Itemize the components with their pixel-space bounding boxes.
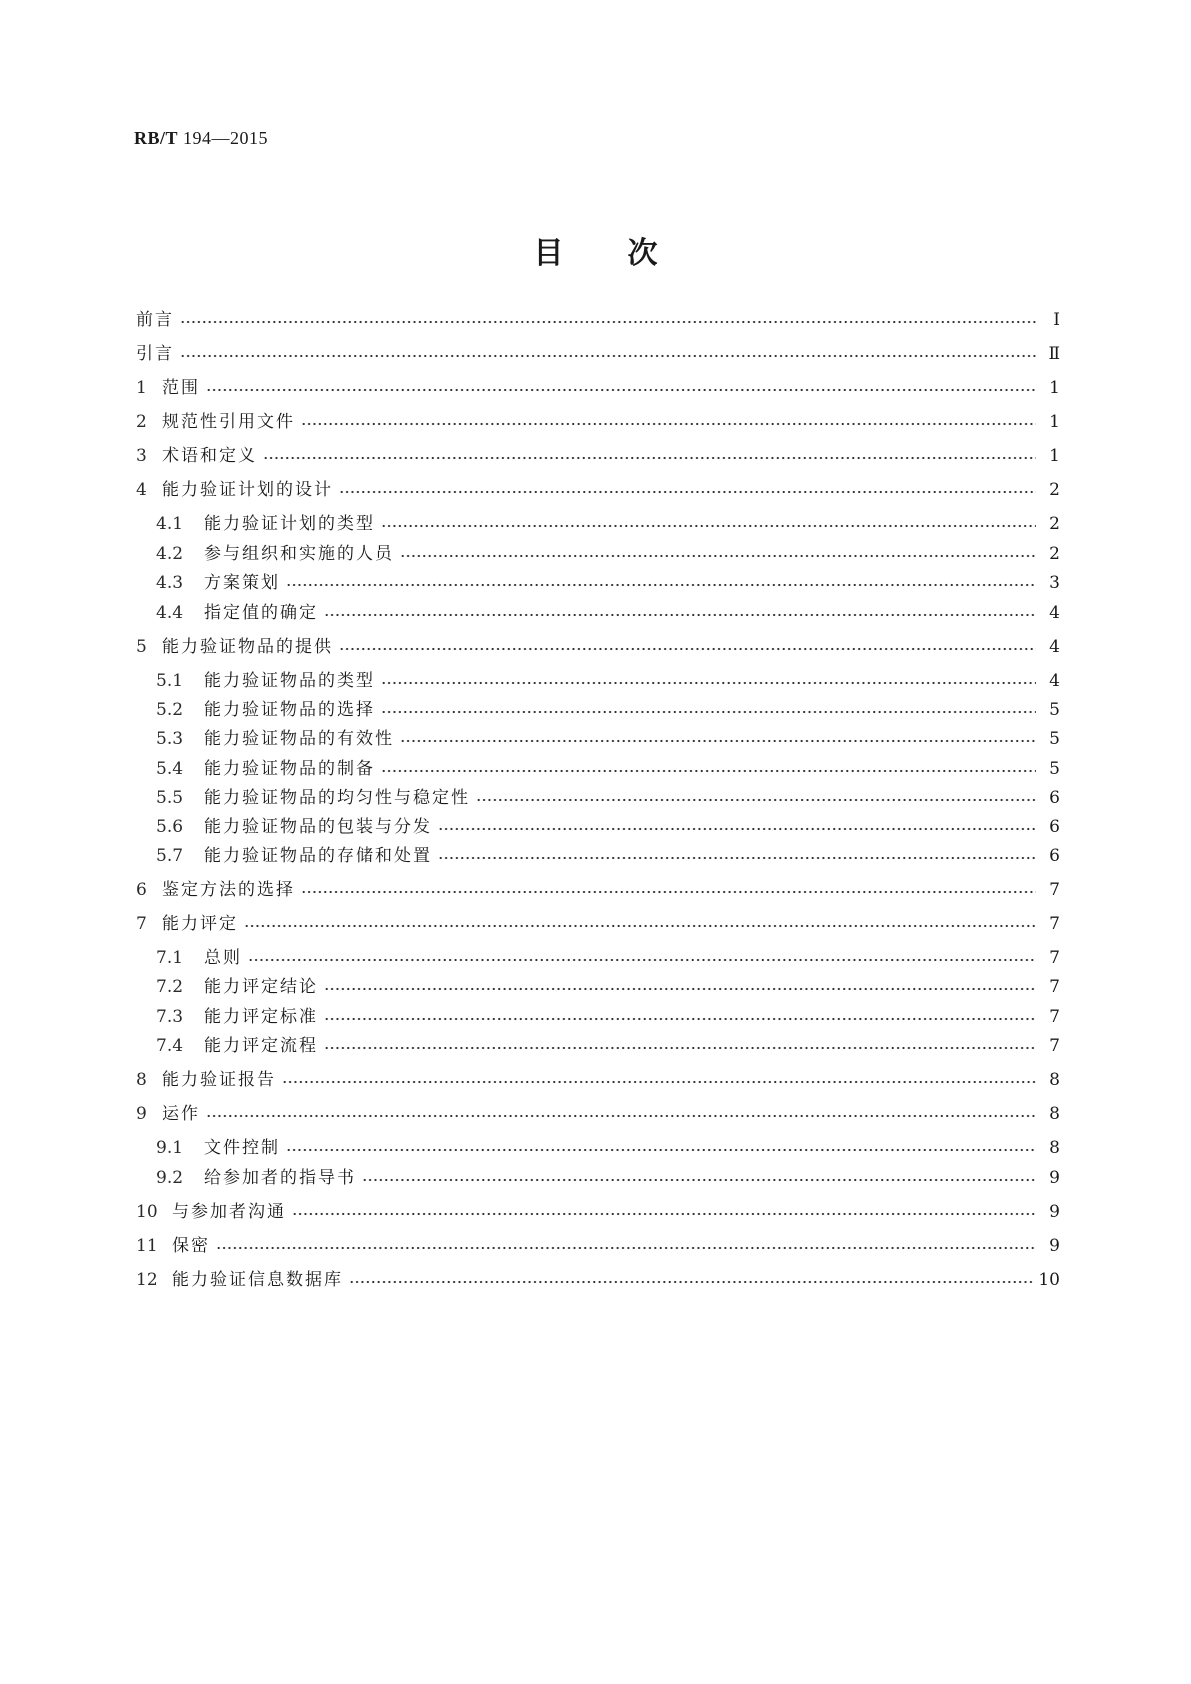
toc-dot-leader [400, 738, 1036, 744]
toc-entry-number: 5.5 [156, 788, 184, 808]
toc-entry-title: 能力验证报告 [162, 1070, 276, 1090]
toc-dot-leader [476, 797, 1036, 803]
toc-entry[interactable] [136, 304, 1060, 330]
toc-dot-leader [438, 826, 1036, 832]
toc-dot-leader [349, 1279, 1034, 1285]
toc-dot-leader [339, 646, 1036, 652]
toc-entry-title: 能力验证物品的提供 [162, 637, 333, 657]
toc-entry-title: 能力验证物品的制备 [204, 759, 375, 779]
toc-dot-leader [400, 553, 1036, 559]
toc-entry-title: 规范性引用文件 [162, 412, 295, 432]
document-code-number: 194—2015 [178, 128, 269, 148]
toc-entry-page: 1 [1049, 378, 1060, 398]
toc-entry-title: 范围 [162, 378, 200, 398]
toc-entry-page: 7 [1049, 977, 1060, 997]
toc-entry-page: 1 [1049, 412, 1060, 432]
toc-entry-title: 术语和定义 [162, 446, 257, 466]
toc-dot-leader [248, 957, 1036, 963]
toc-entry-number: 5.1 [156, 671, 184, 691]
toc-entry-number: 6 [136, 880, 147, 900]
toc-entry-page: 4 [1049, 603, 1060, 623]
toc-entry-page: 8 [1049, 1138, 1060, 1158]
toc-entry[interactable] [136, 840, 1060, 866]
toc-entry-title: 总则 [204, 948, 242, 968]
toc-entry-title: 保密 [172, 1236, 210, 1256]
toc-dot-leader [324, 612, 1036, 618]
toc-entry[interactable] [136, 372, 1060, 398]
toc-entry[interactable] [136, 338, 1060, 364]
toc-entry[interactable] [136, 908, 1060, 934]
toc-entry-page: 7 [1049, 948, 1060, 968]
toc-dot-leader [180, 353, 1036, 359]
toc-entry-title: 鉴定方法的选择 [162, 880, 295, 900]
toc-entry-page: Ⅱ [1048, 344, 1060, 364]
toc-entry[interactable] [136, 631, 1060, 657]
toc-entry-number: 4.1 [156, 514, 184, 534]
page-title: 目次 [533, 236, 722, 271]
toc-dot-leader [292, 1211, 1036, 1217]
toc-dot-leader [381, 523, 1036, 529]
toc-entry[interactable] [136, 1196, 1060, 1222]
toc-entry-number: 9 [136, 1104, 147, 1124]
toc-entry[interactable] [136, 874, 1060, 900]
toc-entry[interactable] [136, 971, 1060, 997]
toc-entry-title: 能力评定结论 [204, 977, 318, 997]
toc-entry[interactable] [136, 942, 1060, 968]
toc-dot-leader [206, 387, 1036, 393]
toc-entry-page: 9 [1049, 1236, 1060, 1256]
toc-dot-leader [301, 889, 1036, 895]
toc-entry[interactable] [136, 1030, 1060, 1056]
toc-entry[interactable] [136, 1230, 1060, 1256]
toc-dot-leader [324, 1016, 1036, 1022]
toc-dot-leader [286, 1147, 1036, 1153]
toc-entry-page: 5 [1049, 700, 1060, 720]
toc-entry[interactable] [136, 538, 1060, 564]
toc-dot-leader [244, 923, 1036, 929]
toc-entry-number: 1 [136, 378, 147, 398]
toc-dot-leader [381, 680, 1036, 686]
toc-dot-leader [282, 1079, 1036, 1085]
toc-dot-leader [362, 1177, 1036, 1183]
toc-entry-page: 8 [1049, 1104, 1060, 1124]
toc-entry[interactable] [136, 811, 1060, 837]
toc-entry-number: 4.3 [156, 573, 184, 593]
toc-entry-number: 4.4 [156, 603, 184, 623]
toc-entry-title: 能力验证物品的存储和处置 [204, 846, 432, 866]
toc-entry-number: 10 [136, 1202, 158, 1222]
toc-entry-title: 能力验证物品的有效性 [204, 729, 394, 749]
toc-dot-leader [324, 986, 1036, 992]
toc-entry[interactable] [136, 1132, 1060, 1158]
toc-entry-number: 7.1 [156, 948, 184, 968]
toc-entry-number: 8 [136, 1070, 147, 1090]
toc-entry[interactable] [136, 1064, 1060, 1090]
toc-entry-number: 2 [136, 412, 147, 432]
toc-dot-leader [339, 489, 1036, 495]
toc-entry-title: 引言 [136, 344, 174, 364]
toc-entry-page: 6 [1049, 788, 1060, 808]
toc-dot-leader [216, 1245, 1036, 1251]
toc-entry-page: 1 [1049, 446, 1060, 466]
toc-dot-leader [438, 855, 1036, 861]
toc-entry-title: 能力验证物品的选择 [204, 700, 375, 720]
toc-entry-number: 11 [136, 1236, 158, 1256]
toc-entry[interactable] [136, 1001, 1060, 1027]
toc-entry-number: 7.4 [156, 1036, 184, 1056]
toc-entry-page: 4 [1049, 671, 1060, 691]
toc-entry-number: 12 [136, 1270, 158, 1290]
toc-dot-leader [286, 582, 1036, 588]
toc-entry-number: 5.4 [156, 759, 184, 779]
toc-entry-number: 7.3 [156, 1007, 184, 1027]
toc-entry[interactable] [136, 694, 1060, 720]
document-code-prefix: RB/T [134, 128, 179, 148]
toc-entry-page: Ⅰ [1053, 310, 1060, 330]
toc-entry-number: 5.6 [156, 817, 184, 837]
toc-entry[interactable] [136, 567, 1060, 593]
toc-dot-leader [381, 768, 1036, 774]
toc-entry[interactable] [136, 508, 1060, 534]
toc-entry-title: 前言 [136, 310, 174, 330]
toc-entry[interactable] [136, 1162, 1060, 1188]
toc-dot-leader [263, 455, 1036, 461]
toc-entry[interactable] [136, 597, 1060, 623]
toc-entry[interactable] [136, 1098, 1060, 1124]
table-of-contents [136, 0, 1060, 1684]
toc-entry-number: 5.2 [156, 700, 184, 720]
toc-entry-page: 7 [1049, 914, 1060, 934]
toc-entry-page: 3 [1049, 573, 1060, 593]
toc-entry[interactable] [136, 440, 1060, 466]
toc-entry-number: 4 [136, 480, 147, 500]
toc-entry[interactable] [136, 723, 1060, 749]
toc-entry-page: 6 [1049, 846, 1060, 866]
toc-entry-title: 给参加者的指导书 [204, 1168, 356, 1188]
toc-entry-page: 6 [1049, 817, 1060, 837]
toc-entry[interactable] [136, 1264, 1060, 1290]
toc-dot-leader [381, 709, 1036, 715]
toc-entry-title: 能力评定 [162, 914, 238, 934]
toc-entry-title: 参与组织和实施的人员 [204, 544, 394, 564]
toc-entry-page: 7 [1049, 1036, 1060, 1056]
toc-entry-number: 9.1 [156, 1138, 184, 1158]
toc-entry-page: 9 [1049, 1202, 1060, 1222]
toc-entry-title: 能力验证计划的类型 [204, 514, 375, 534]
toc-entry-number: 4.2 [156, 544, 184, 564]
toc-entry-title: 能力验证物品的类型 [204, 671, 375, 691]
toc-entry-title: 指定值的确定 [204, 603, 318, 623]
toc-entry-number: 7.2 [156, 977, 184, 997]
toc-dot-leader [180, 319, 1036, 325]
toc-entry-title: 能力评定流程 [204, 1036, 318, 1056]
toc-entry-page: 2 [1049, 514, 1060, 534]
toc-entry-page: 9 [1049, 1168, 1060, 1188]
toc-entry-number: 5.3 [156, 729, 184, 749]
toc-entry-title: 能力验证信息数据库 [172, 1270, 343, 1290]
toc-entry[interactable] [136, 406, 1060, 432]
toc-entry-number: 7 [136, 914, 147, 934]
toc-entry-number: 9.2 [156, 1168, 184, 1188]
toc-entry-title: 方案策划 [204, 573, 280, 593]
toc-entry-page: 5 [1049, 729, 1060, 749]
toc-entry-number: 3 [136, 446, 147, 466]
toc-entry-title: 能力评定标准 [204, 1007, 318, 1027]
toc-entry[interactable] [136, 665, 1060, 691]
toc-entry-page: 4 [1049, 637, 1060, 657]
toc-entry-page: 2 [1049, 544, 1060, 564]
toc-entry-title: 能力验证计划的设计 [162, 480, 333, 500]
toc-entry-title: 运作 [162, 1104, 200, 1124]
toc-dot-leader [324, 1045, 1036, 1051]
toc-entry-page: 2 [1049, 480, 1060, 500]
toc-entry-page: 5 [1049, 759, 1060, 779]
toc-entry-title: 能力验证物品的包装与分发 [204, 817, 432, 837]
toc-entry-page: 7 [1049, 1007, 1060, 1027]
toc-entry-title: 文件控制 [204, 1138, 280, 1158]
toc-entry-title: 与参加者沟通 [172, 1202, 286, 1222]
toc-dot-leader [301, 421, 1036, 427]
toc-entry-page: 10 [1038, 1270, 1060, 1290]
toc-entry-page: 7 [1049, 880, 1060, 900]
toc-entry-title: 能力验证物品的均匀性与稳定性 [204, 788, 470, 808]
toc-entry-number: 5 [136, 637, 147, 657]
toc-entry[interactable] [136, 474, 1060, 500]
toc-entry[interactable] [136, 753, 1060, 779]
toc-entry[interactable] [136, 782, 1060, 808]
toc-entry-number: 5.7 [156, 846, 184, 866]
toc-dot-leader [206, 1113, 1036, 1119]
toc-entry-page: 8 [1049, 1070, 1060, 1090]
